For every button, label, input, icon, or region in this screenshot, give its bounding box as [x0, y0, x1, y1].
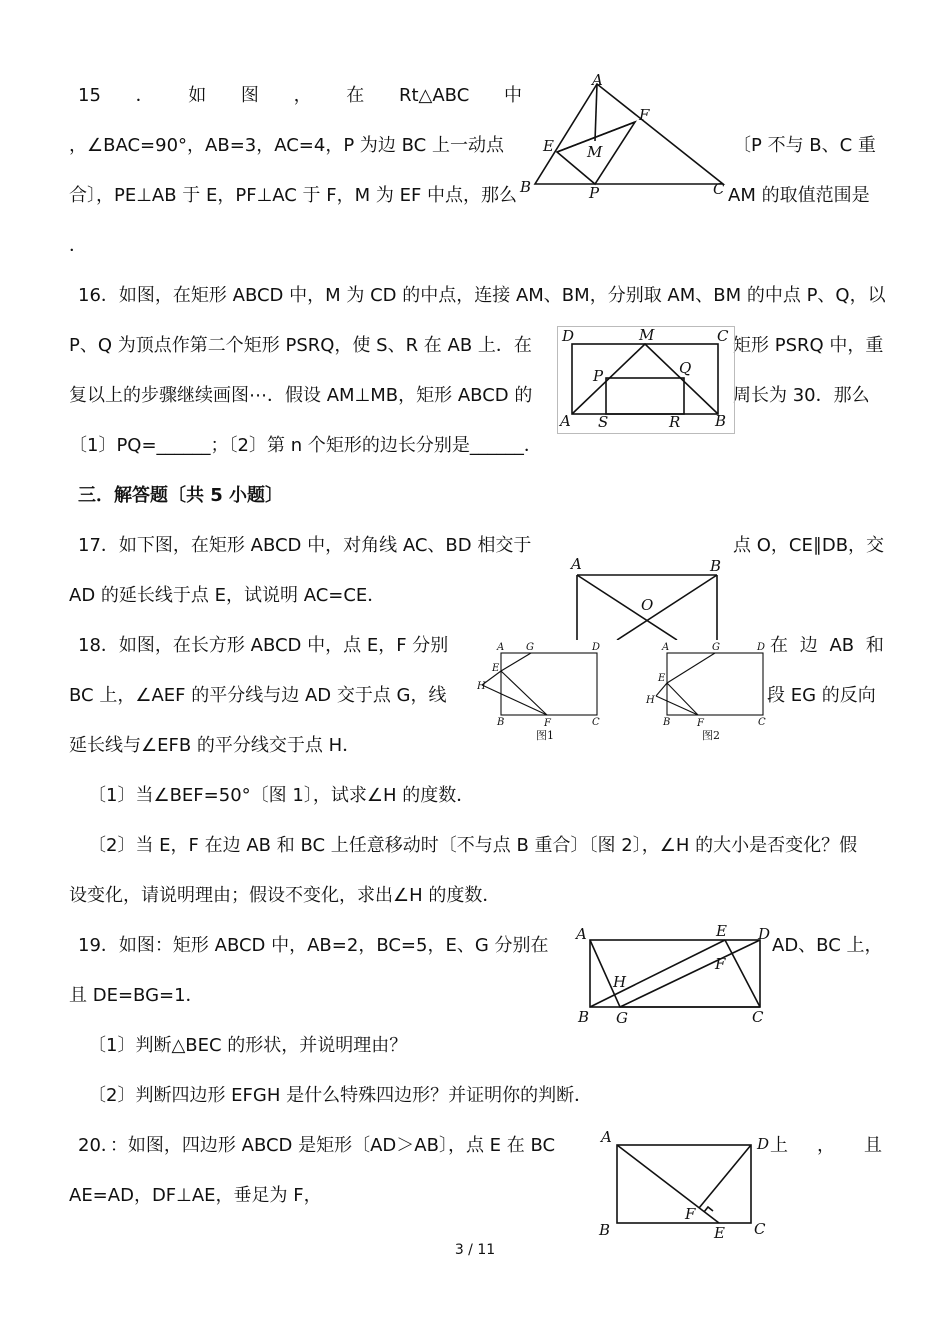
q17-line1b: 点 O，CE∥DB，交 — [733, 535, 885, 556]
q15-line3b: AM 的取值范围是 — [728, 185, 870, 206]
label-b: B — [578, 1008, 590, 1026]
q15-line2a: ，∠BAC=90°，AB=3，AC=4，P 为边 BC 上一动点 — [69, 135, 504, 156]
label-r: R — [669, 413, 681, 431]
label-c: C — [717, 327, 729, 345]
q18-part2a: 〔2〕当 E，F 在边 AB 和 BC 上任意移动时〔不与点 B 重合〕〔图 2〕，∠H 的大小是否变化？假 — [88, 835, 858, 856]
label-o: O — [641, 596, 654, 614]
q18-line2b: 段 EG 的反向 — [767, 685, 876, 706]
label-a: A — [662, 642, 670, 653]
q17-figure — [565, 552, 735, 640]
label-e: E — [716, 922, 727, 940]
q18-line3: 延长线与∠EFB 的平分线交于点 H． — [69, 735, 361, 756]
label-f: F — [639, 106, 650, 124]
q15-line1: 15 ． 如 图 ， 在 Rt△ABC 中 — [78, 85, 522, 106]
q16-line2a: P、Q 为顶点作第二个矩形 PSRQ，使 S、R 在 AB 上．在 — [69, 335, 532, 356]
label-a: A — [576, 925, 587, 943]
label-h: H — [477, 681, 486, 692]
label-g: G — [712, 642, 720, 653]
label-h: H — [646, 695, 655, 706]
label-a: A — [497, 642, 505, 653]
label-b: B — [715, 412, 727, 430]
label-b: B — [663, 717, 671, 728]
label-c: C — [713, 180, 725, 198]
q18-figure2 — [640, 638, 770, 744]
label-e: E — [658, 673, 666, 684]
q19-part2: 〔2〕判断四边形 EFGH 是什么特殊四边形？并证明你的判断． — [88, 1085, 593, 1106]
q16-figure — [557, 326, 735, 434]
label-m: M — [587, 143, 603, 161]
q16-line2b: 矩形 PSRQ 中，重 — [733, 335, 884, 356]
q18-part2b: 设变化，请说明理由；假设不变化，求出∠H 的度数． — [69, 885, 501, 906]
q18-line1a: 18．如图，在长方形 ABCD 中，点 E，F 分别 — [78, 635, 449, 656]
label-c: C — [758, 717, 766, 728]
q16-line4: 〔1〕PQ=______；〔2〕第 n 个矩形的边长分别是______． — [69, 435, 542, 456]
q20-figure — [595, 1128, 775, 1240]
label-d: D — [592, 642, 601, 653]
label-d: D — [562, 327, 575, 345]
q20-line1b: 上 ， 且 — [770, 1135, 882, 1156]
caption-fig2: 图2 — [702, 729, 720, 742]
q20-line1a: 20．：如图，四边形 ABCD 是矩形〔AD＞AB〕，点 E 在 BC — [78, 1135, 556, 1156]
q18-line1b: 在 边 AB 和 — [770, 635, 884, 656]
label-a: A — [601, 1128, 612, 1146]
label-s: S — [598, 413, 609, 431]
label-d: D — [757, 642, 766, 653]
caption-fig1: 图1 — [536, 729, 554, 742]
label-e: E — [492, 663, 500, 674]
q19-line2: 且 DE=BG=1． — [69, 985, 204, 1006]
label-e: E — [714, 1224, 725, 1240]
q18-figure1 — [477, 638, 607, 744]
label-b: B — [710, 557, 722, 575]
q19-line1b: AD、BC 上， — [772, 935, 883, 956]
label-f: F — [697, 718, 704, 729]
q18-part1: 〔1〕当∠BEF=50°〔图 1〕，试求∠H 的度数． — [88, 785, 475, 806]
q16-line3a: 复以上的步骤继续画图⋯．假设 AM⊥MB，矩形 ABCD 的 — [69, 385, 533, 406]
label-d: D — [758, 925, 771, 943]
q19-part1: 〔1〕判断△BEC 的形状，并说明理由？ — [88, 1035, 408, 1056]
label-e: E — [543, 137, 554, 155]
label-p: P — [593, 367, 604, 385]
q16-line1: 16．如图，在矩形 ABCD 中，M 为 CD 的中点，连接 AM、BM，分别取 AM、BM 的中点 P、Q，以 — [78, 285, 886, 306]
label-f: F — [685, 1205, 696, 1223]
q15-line2b: 〔P 不与 B、C 重 — [733, 135, 876, 156]
q15-figure — [515, 72, 730, 207]
label-m: M — [639, 326, 655, 344]
q15-line3a: 合〕，PE⊥AB 于 E，PF⊥AC 于 F，M 为 EF 中点，那么 — [69, 185, 518, 206]
label-a: A — [592, 72, 603, 89]
label-q: Q — [679, 359, 692, 377]
label-c: C — [592, 717, 600, 728]
label-f: F — [715, 955, 726, 973]
q17-line1a: 17．如下图，在矩形 ABCD 中，对角线 AC、BD 相交于 — [78, 535, 532, 556]
label-b: B — [497, 717, 505, 728]
label-b: B — [520, 178, 532, 196]
q16-line3b: 周长为 30．那么 — [733, 385, 870, 406]
label-f: F — [544, 718, 551, 729]
label-a: A — [571, 555, 582, 573]
q19-figure — [573, 922, 773, 1028]
section-heading: 三．解答题〔共 5 小题〕 — [78, 485, 284, 506]
label-c: C — [754, 1220, 766, 1238]
label-c: C — [752, 1008, 764, 1026]
label-a: A — [560, 412, 571, 430]
q17-line2: AD 的延长线于点 E，试说明 AC=CE． — [69, 585, 386, 606]
label-d: D — [757, 1135, 770, 1153]
q20-line2: AE=AD，DF⊥AE，垂足为 F， — [69, 1185, 322, 1206]
q18-line2a: BC 上，∠AEF 的平分线与边 AD 交于点 G，线 — [69, 685, 447, 706]
label-b: B — [599, 1221, 611, 1239]
q15-line4: ． — [69, 235, 87, 256]
label-h: H — [613, 973, 627, 991]
q19-line1a: 19．如图：矩形 ABCD 中，AB=2，BC=5，E、G 分别在 — [78, 935, 549, 956]
label-p: P — [589, 184, 600, 202]
label-g: G — [526, 642, 534, 653]
page-number: 3 / 11 — [454, 1242, 496, 1258]
label-g: G — [616, 1009, 628, 1027]
